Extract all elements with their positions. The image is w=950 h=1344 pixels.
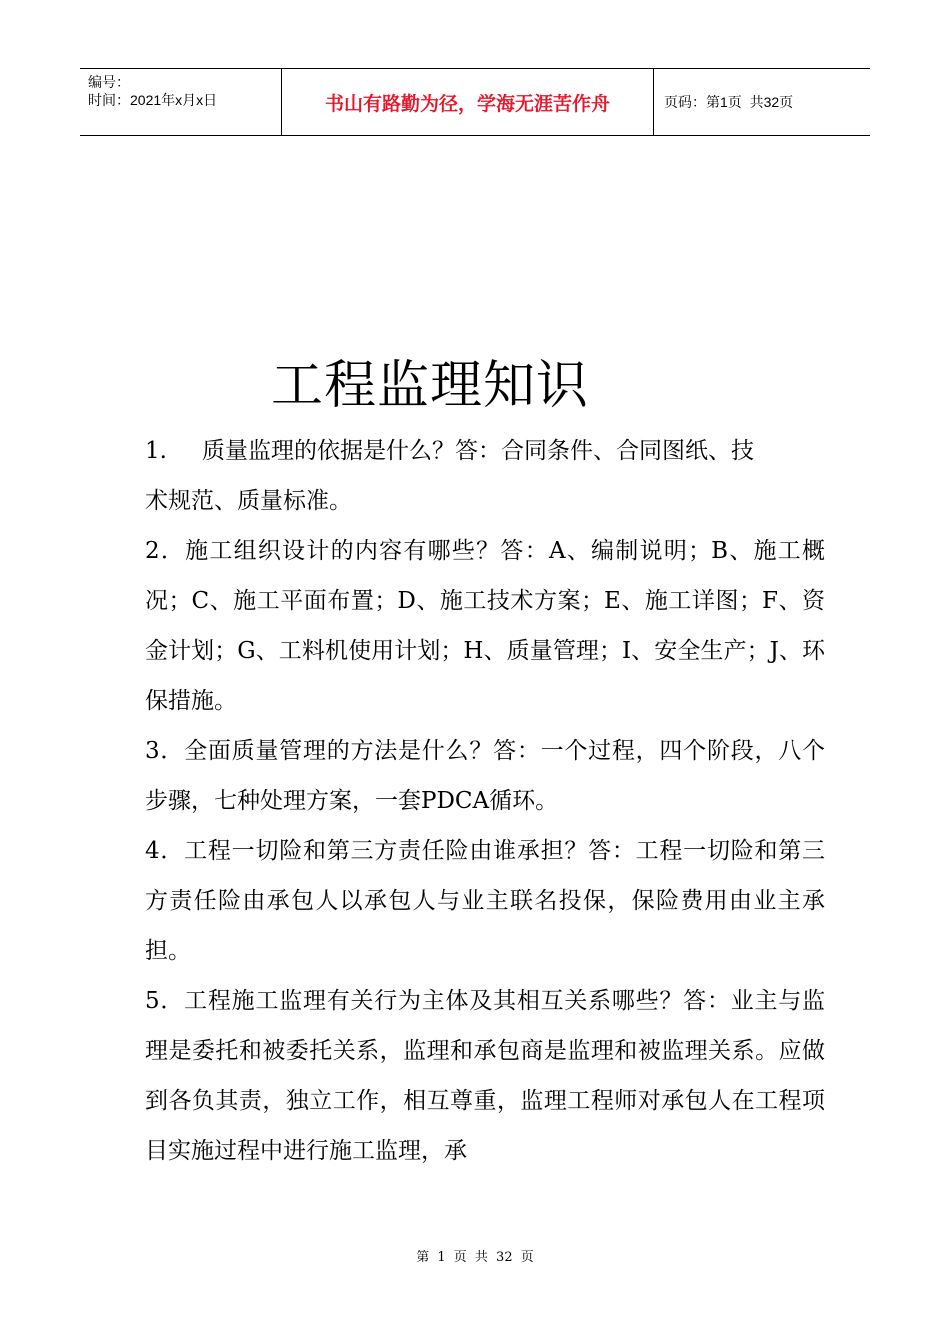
document-title: 工程监理知识 xyxy=(270,356,589,416)
time-label: 时间：2021年x月x日 xyxy=(88,92,218,108)
document-header xyxy=(80,68,870,136)
header-motto: 书山有路勤为径，学海无涯苦作舟 xyxy=(281,69,654,135)
header-meta xyxy=(80,69,281,135)
question-2: 2．施工组织设计的内容有哪些？答：A、编制说明；B、施工概况；C、施工平面布置；D、施工技术方案；E、施工详图；F、资金计划；G、工料机使用计划；H、质量管理；I、安全生产；J、环保措施。 xyxy=(145,538,825,714)
question-1-text: 质量监理的依据是什么？答：合同条件、合同图纸、技 xyxy=(202,438,754,464)
question-1-number: 1. xyxy=(145,438,167,464)
header-page-info xyxy=(654,69,870,135)
question-1 xyxy=(145,426,825,476)
page-info-text: 页码：第1页 共32页 xyxy=(664,94,794,110)
question-1-continuation: 术规范、质量标准。 xyxy=(145,488,352,514)
question-3: 3．全面质量管理的方法是什么？答：一个过程，四个阶段，八个步骤，七种处理方案，一套PDCA循环。 xyxy=(145,738,825,814)
question-4: 4．工程一切险和第三方责任险由谁承担？答：工程一切险和第三方责任险由承包人以承包人与业主联名投保，保险费用由业主承担。 xyxy=(145,838,825,964)
number-label: 编号： xyxy=(88,74,130,90)
page-footer: 第 1 页 共 32 页 xyxy=(416,1250,534,1265)
document-body xyxy=(145,426,825,1176)
question-5: 5．工程施工监理有关行为主体及其相互关系哪些？答：业主与监理是委托和被委托关系，监理和承包商是监理和被监理关系。应做到各负其责，独立工作，相互尊重，监理工程师对承包人在工程项目实施过程中进行施工监理，承 xyxy=(145,988,825,1164)
